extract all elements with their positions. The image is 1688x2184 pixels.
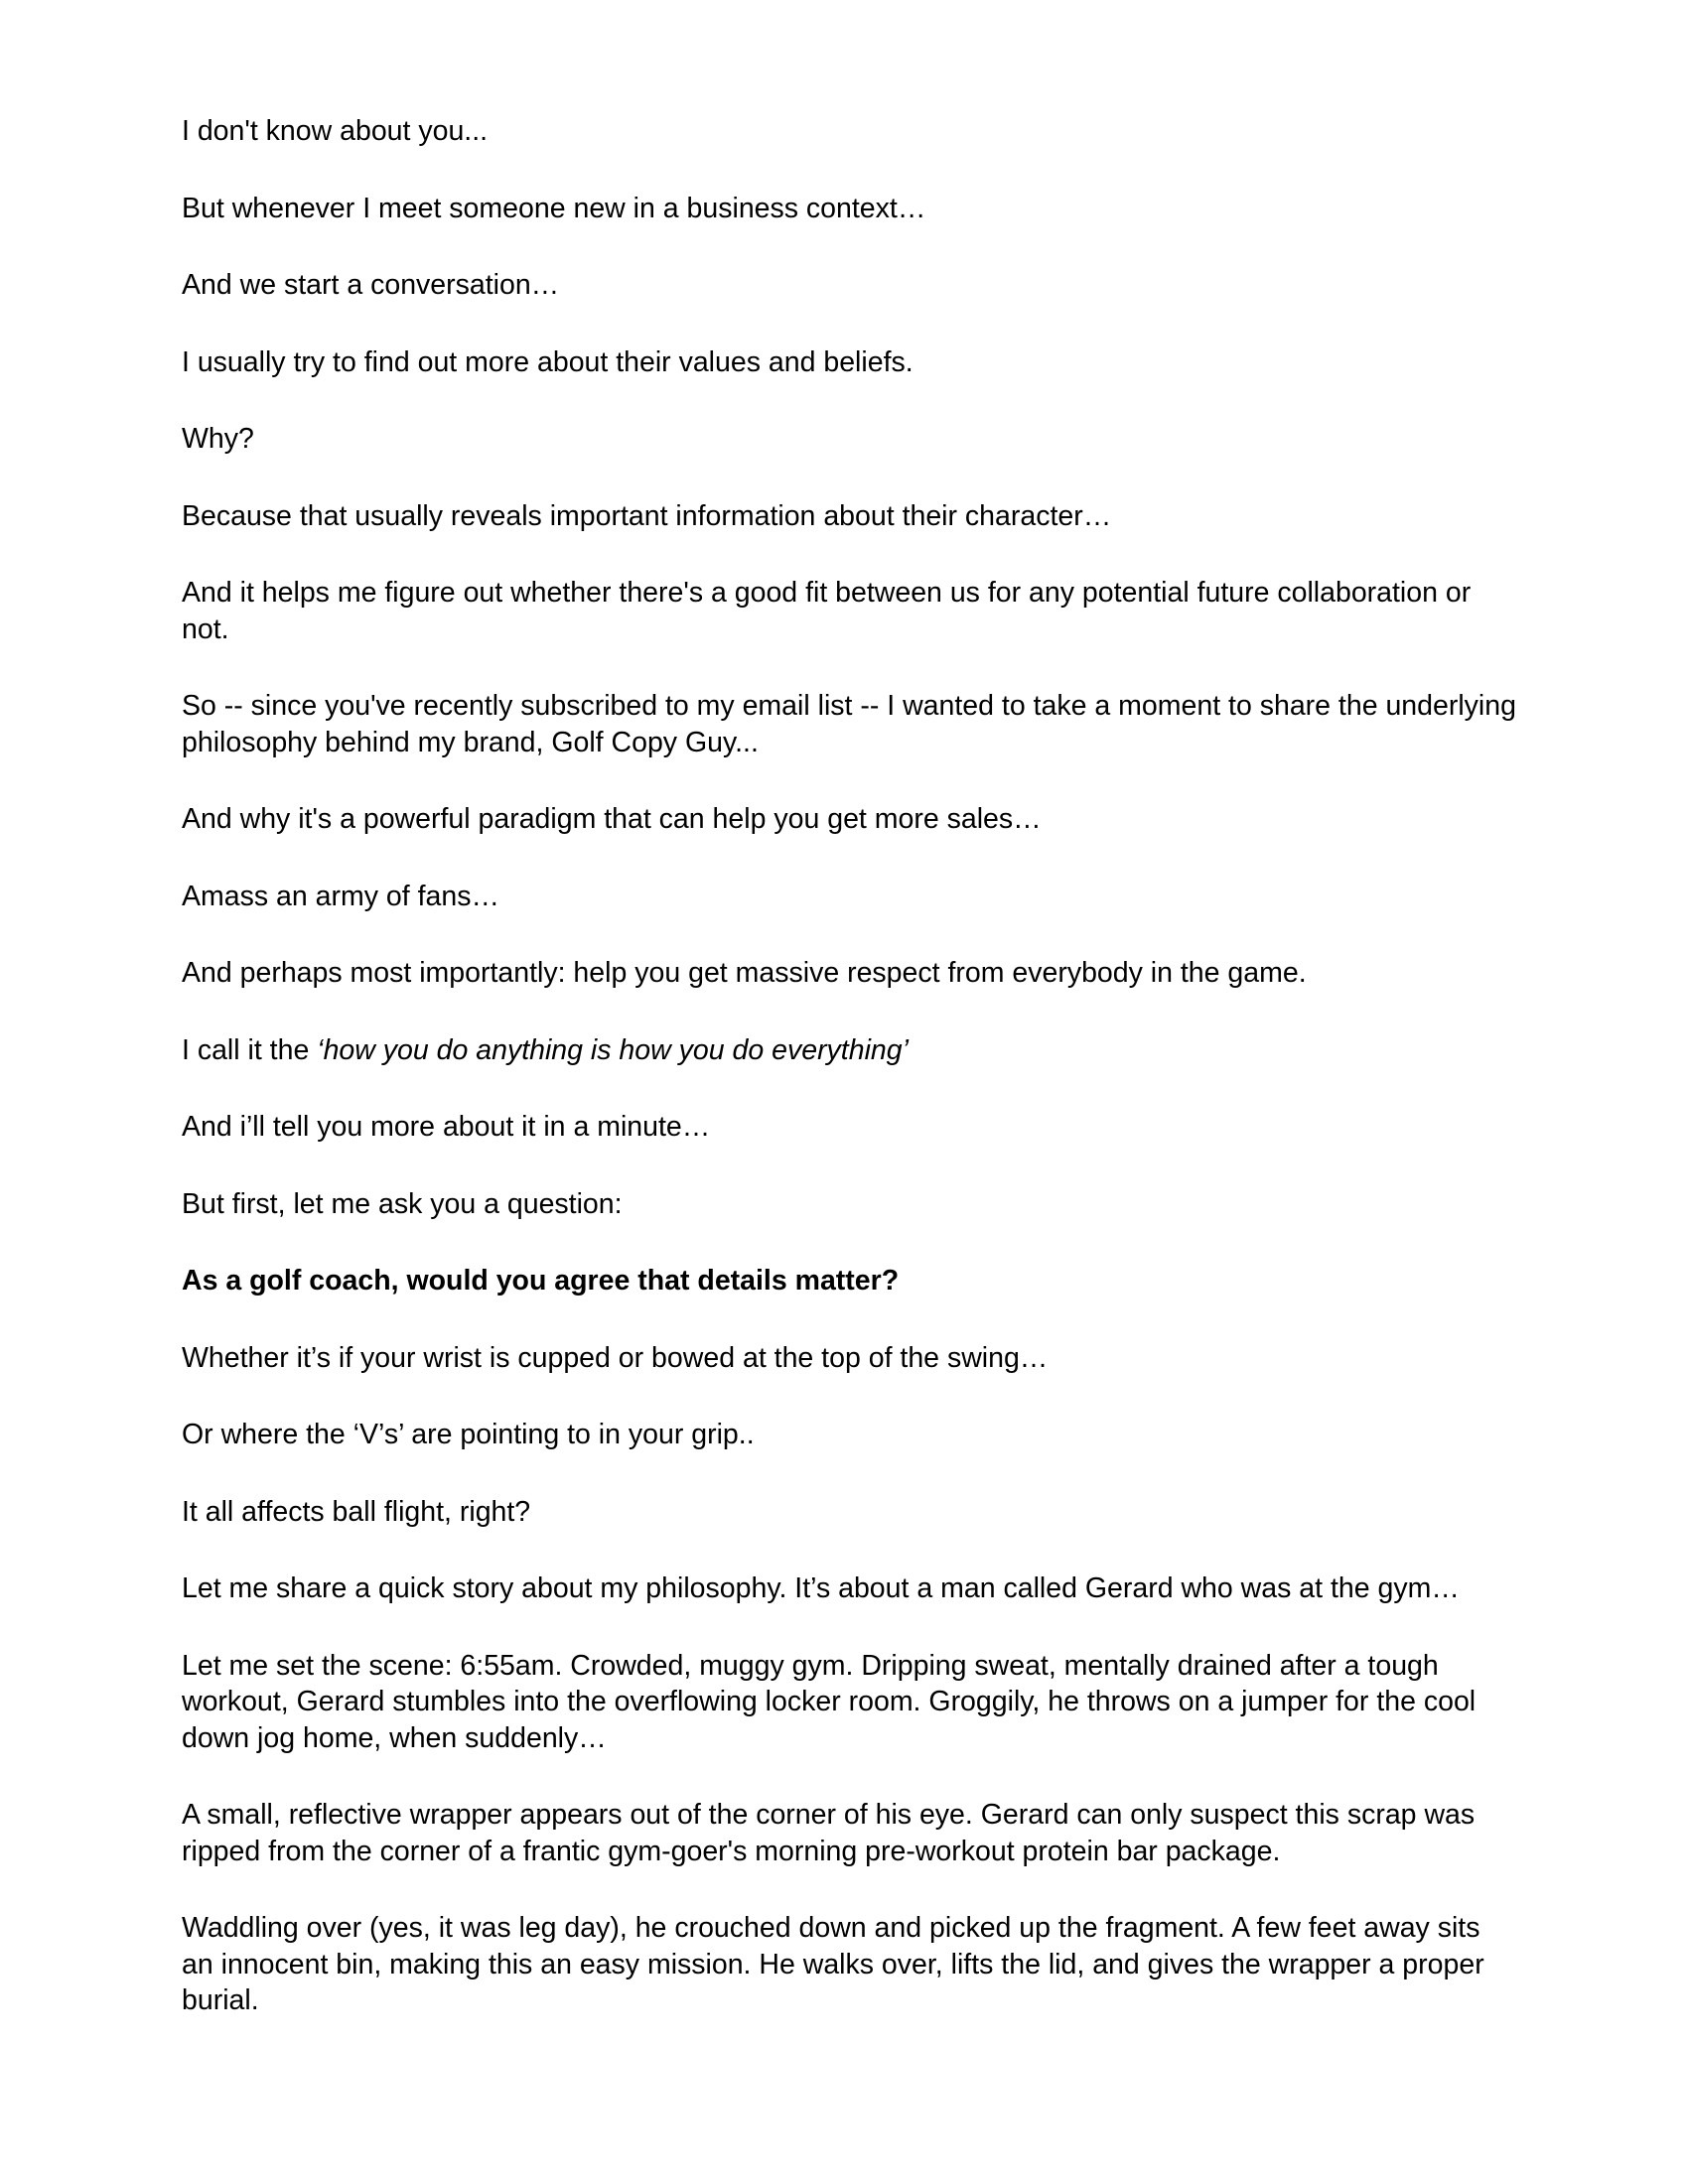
paragraph: But whenever I meet someone new in a business context… (182, 192, 926, 224)
document-body (182, 113, 1517, 2060)
paragraph: And we start a conversation… (182, 269, 560, 301)
paragraph: It all affects ball flight, right? (182, 1495, 531, 1528)
paragraph: So -- since you've recently subscribed to my email list -- I wanted to take a moment to share the underlying philosophy behind my brand, Golf Copy Guy... (182, 690, 1516, 758)
paragraph: Whether it’s if your wrist is cupped or bowed at the top of the swing… (182, 1341, 1049, 1374)
paragraph: Amass an army of fans… (182, 880, 499, 912)
paragraph: And i’ll tell you more about it in a minute… (182, 1111, 711, 1143)
paragraph: And it helps me figure out whether there's a good fit between us for any potential future collaboration or not. (182, 577, 1472, 645)
paragraph-story: A small, reflective wrapper appears out of the corner of his eye. Gerard can only suspect this scrap was ripped from the corner of a frantic gym-goer's morning pre-workout protein bar package. (182, 1799, 1476, 1867)
paragraph-story: Let me set the scene: 6:55am. Crowded, muggy gym. Dripping sweat, mentally drained after a tough workout, Gerard stumbles into the overflowing locker room. Groggily, he throws on a jumper for the cool down jog home, when suddenly… (182, 1649, 1477, 1754)
paragraph: Because that usually reveals important information about their character… (182, 499, 1112, 532)
paragraph-philosophy-name (182, 1032, 1517, 1069)
paragraph: Why? (182, 423, 254, 455)
philosophy-quote: ‘how you do anything is how you do everything’ (317, 1033, 909, 1066)
paragraph: I usually try to find out more about their values and beliefs. (182, 345, 914, 378)
key-question: As a golf coach, would you agree that details matter? (182, 1265, 900, 1297)
paragraph: Or where the ‘V’s’ are pointing to in your grip.. (182, 1419, 755, 1450)
paragraph-lead-text: I call it the (182, 1033, 318, 1066)
paragraph: And why it's a powerful paradigm that can help you get more sales… (182, 803, 1042, 835)
paragraph-intro: I don't know about you... (182, 115, 489, 147)
paragraph: Let me share a quick story about my philosophy. It’s about a man called Gerard who was at the gym… (182, 1572, 1460, 1604)
paragraph-story: Waddling over (yes, it was leg day), he crouched down and picked up the fragment. A few feet away sits an innocent bin, making this an easy mission. He walks over, lifts the lid, and gives the wrapper a proper burial. (182, 1912, 1484, 2016)
paragraph: But first, let me ask you a question: (182, 1187, 623, 1220)
paragraph: And perhaps most importantly: help you get massive respect from everybody in the game. (182, 957, 1307, 989)
